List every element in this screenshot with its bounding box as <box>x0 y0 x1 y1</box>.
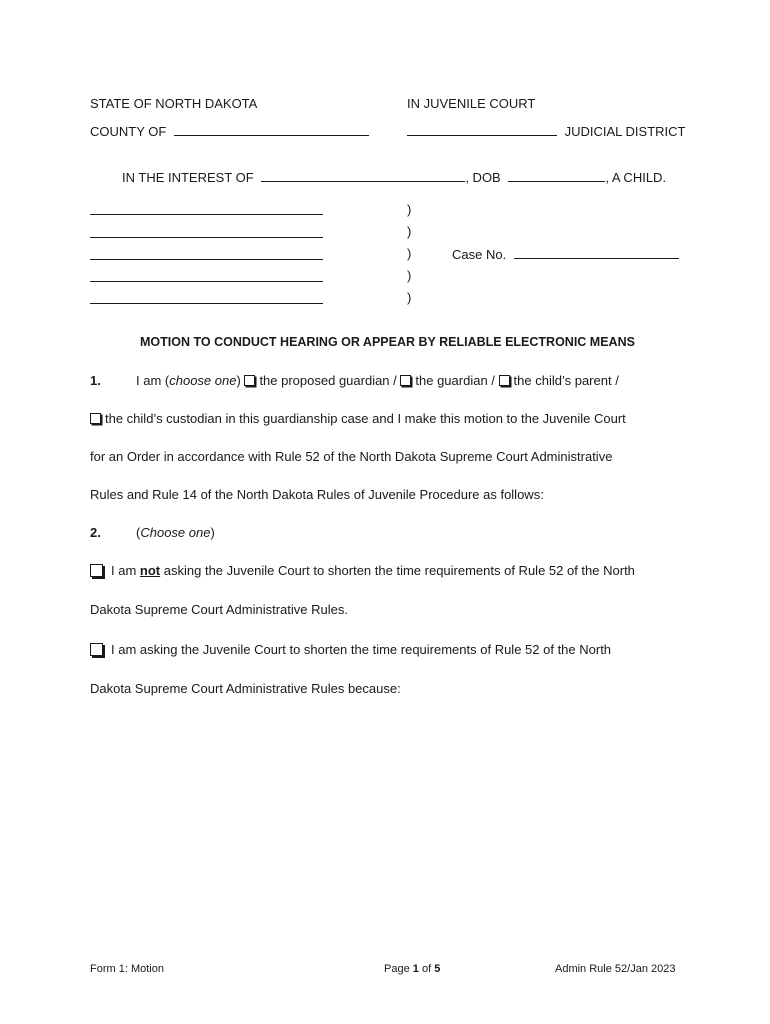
child-name-blank[interactable] <box>261 169 465 182</box>
checkbox-parent[interactable] <box>499 375 510 386</box>
option-b-line-1 <box>90 642 611 657</box>
option-proposed-guardian: the proposed guardian / <box>259 373 397 388</box>
case-no-blank[interactable] <box>514 246 679 259</box>
document-title: MOTION TO CONDUCT HEARING OR APPEAR BY RELIABLE ELECTRONIC MEANS <box>140 335 635 349</box>
option-b-text: I am asking the Juvenile Court to shorten the time requirements of Rule 52 of the North <box>111 642 612 657</box>
court-caption: IN JUVENILE COURT <box>407 96 536 111</box>
county-blank[interactable] <box>174 123 369 136</box>
of-word: of <box>421 963 432 975</box>
open-paren: ( <box>136 525 141 540</box>
option-custodian: the child’s custodian in this guardianship case and I make this motion to the Juvenile Court <box>105 411 626 426</box>
section-1-line-3: for an Order in accordance with Rule 52 of the North Dakota Supreme Court Administrative <box>90 449 613 464</box>
caption-paren: ) <box>407 246 412 261</box>
option-a-line-1 <box>90 563 635 578</box>
option-a-not: not <box>139 563 161 578</box>
county-line <box>90 123 369 139</box>
district-line <box>407 123 685 139</box>
county-label: COUNTY OF <box>90 124 167 139</box>
section-1-line-1 <box>136 373 619 388</box>
dob-label: , DOB <box>465 170 501 185</box>
party-line-2[interactable] <box>90 237 323 238</box>
section-1-line-2 <box>90 411 626 426</box>
caption-paren: ) <box>407 268 412 283</box>
close-paren: ) <box>210 525 215 540</box>
option-b-line-2: Dakota Supreme Court Administrative Rules because: <box>90 681 401 696</box>
section-2-number: 2. <box>90 525 101 540</box>
footer-form: Form 1: Motion <box>90 963 164 975</box>
page-total: 5 <box>434 963 441 975</box>
interest-line <box>122 169 666 185</box>
i-am-text: I am ( <box>136 373 170 388</box>
case-no-line <box>452 246 679 262</box>
section-1-line-4: Rules and Rule 14 of the North Dakota Rules of Juvenile Procedure as follows: <box>90 487 544 502</box>
party-line-4[interactable] <box>90 281 323 282</box>
close-paren: ) <box>236 373 241 388</box>
option-a-pre: I am <box>111 563 137 578</box>
party-line-1[interactable] <box>90 214 323 215</box>
section-1-number: 1. <box>90 373 101 388</box>
choose-one-text: Choose one <box>140 525 211 540</box>
district-label: JUDICIAL DISTRICT <box>564 124 686 139</box>
caption-paren: ) <box>407 224 412 239</box>
caption-paren: ) <box>407 202 412 217</box>
party-line-5[interactable] <box>90 303 323 304</box>
checkbox-proposed-guardian[interactable] <box>244 375 255 386</box>
state-caption: STATE OF NORTH DAKOTA <box>90 96 258 111</box>
page-number: 1 <box>412 963 419 975</box>
checkbox-guardian[interactable] <box>400 375 411 386</box>
interest-label: IN THE INTEREST OF <box>122 170 254 185</box>
child-label: , A CHILD. <box>605 170 667 185</box>
option-guardian: the guardian / <box>415 373 495 388</box>
choose-one-text: choose one <box>169 373 237 388</box>
dob-blank[interactable] <box>508 169 605 182</box>
party-line-3[interactable] <box>90 259 323 260</box>
district-blank[interactable] <box>407 123 557 136</box>
footer-page <box>384 963 440 975</box>
option-parent: the child’s parent / <box>513 373 619 388</box>
section-2-instruction <box>136 525 215 540</box>
checkbox-custodian[interactable] <box>90 413 101 424</box>
checkbox-not-shorten[interactable] <box>90 564 103 577</box>
checkbox-shorten[interactable] <box>90 643 103 656</box>
case-no-label: Case No. <box>452 247 507 262</box>
caption-paren: ) <box>407 290 412 305</box>
footer-rule: Admin Rule 52/Jan 2023 <box>555 963 676 975</box>
option-a-line-2: Dakota Supreme Court Administrative Rules. <box>90 602 348 617</box>
option-a-post: asking the Juvenile Court to shorten the time requirements of Rule 52 of the North <box>163 563 635 578</box>
page-word: Page <box>384 963 410 975</box>
